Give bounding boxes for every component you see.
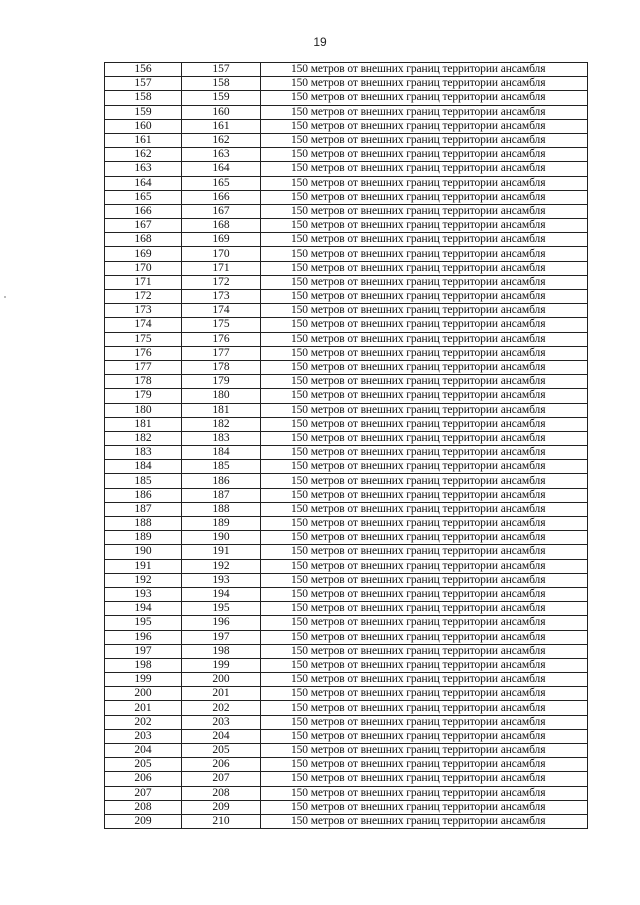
table-row: [105, 375, 588, 389]
point-from-cell: 179: [105, 389, 182, 403]
point-from-cell: 165: [105, 190, 182, 204]
distance-description-cell: 150 метров от внешних границ территории ансамбля: [261, 431, 588, 445]
distance-description-cell: 150 метров от внешних границ территории ансамбля: [261, 658, 588, 672]
distance-description-cell: 150 метров от внешних границ территории ансамбля: [261, 105, 588, 119]
point-to-cell: 194: [182, 587, 261, 601]
point-from-cell: 183: [105, 446, 182, 460]
distance-description-cell: 150 метров от внешних границ территории ансамбля: [261, 389, 588, 403]
table-row: [105, 204, 588, 218]
point-from-cell: 177: [105, 360, 182, 374]
point-to-cell: 201: [182, 687, 261, 701]
distance-description-cell: 150 метров от внешних границ территории ансамбля: [261, 346, 588, 360]
distance-description-cell: 150 метров от внешних границ территории ансамбля: [261, 403, 588, 417]
distance-description-cell: 150 метров от внешних границ территории ансамбля: [261, 318, 588, 332]
point-from-cell: 171: [105, 275, 182, 289]
distance-description-cell: 150 метров от внешних границ территории ансамбля: [261, 77, 588, 91]
table-row: [105, 800, 588, 814]
distance-description-cell: 150 метров от внешних границ территории ансамбля: [261, 729, 588, 743]
table-row: [105, 91, 588, 105]
table-row: [105, 389, 588, 403]
distance-description-cell: 150 метров от внешних границ территории ансамбля: [261, 772, 588, 786]
point-to-cell: 176: [182, 332, 261, 346]
point-to-cell: 206: [182, 758, 261, 772]
distance-description-cell: 150 метров от внешних границ территории ансамбля: [261, 644, 588, 658]
boundary-points-table: [104, 62, 588, 829]
table-row: [105, 190, 588, 204]
point-to-cell: 161: [182, 119, 261, 133]
distance-description-cell: 150 метров от внешних границ территории ансамбля: [261, 247, 588, 261]
point-to-cell: 169: [182, 233, 261, 247]
point-to-cell: 189: [182, 517, 261, 531]
table-row: [105, 616, 588, 630]
point-to-cell: 187: [182, 488, 261, 502]
table-row: [105, 431, 588, 445]
point-to-cell: 164: [182, 162, 261, 176]
table-row: [105, 814, 588, 828]
table-row: [105, 715, 588, 729]
distance-description-cell: 150 метров от внешних границ территории ансамбля: [261, 148, 588, 162]
point-to-cell: 193: [182, 573, 261, 587]
table-row: [105, 729, 588, 743]
distance-description-cell: 150 метров от внешних границ территории ансамбля: [261, 616, 588, 630]
distance-description-cell: 150 метров от внешних границ территории ансамбля: [261, 219, 588, 233]
point-to-cell: 204: [182, 729, 261, 743]
point-from-cell: 189: [105, 531, 182, 545]
distance-description-cell: 150 метров от внешних границ территории ансамбля: [261, 417, 588, 431]
distance-description-cell: 150 метров от внешних границ территории ансамбля: [261, 162, 588, 176]
table-row: [105, 417, 588, 431]
table-row: [105, 673, 588, 687]
point-from-cell: 156: [105, 63, 182, 77]
point-to-cell: 185: [182, 460, 261, 474]
point-from-cell: 157: [105, 77, 182, 91]
distance-description-cell: 150 метров от внешних границ территории ансамбля: [261, 715, 588, 729]
table-row: [105, 658, 588, 672]
point-to-cell: 173: [182, 290, 261, 304]
point-from-cell: 187: [105, 502, 182, 516]
table-row: [105, 247, 588, 261]
point-to-cell: 172: [182, 275, 261, 289]
point-to-cell: 196: [182, 616, 261, 630]
distance-description-cell: 150 метров от внешних границ территории ансамбля: [261, 460, 588, 474]
distance-description-cell: 150 метров от внешних границ территории ансамбля: [261, 275, 588, 289]
table-row: [105, 233, 588, 247]
point-from-cell: 198: [105, 658, 182, 672]
point-from-cell: 193: [105, 587, 182, 601]
point-to-cell: 166: [182, 190, 261, 204]
distance-description-cell: 150 метров от внешних границ территории ансамбля: [261, 744, 588, 758]
page-number: 19: [313, 35, 327, 49]
scan-speck: [4, 296, 6, 298]
point-to-cell: 177: [182, 346, 261, 360]
table-row: [105, 446, 588, 460]
point-from-cell: 195: [105, 616, 182, 630]
table-row: [105, 133, 588, 147]
point-from-cell: 170: [105, 261, 182, 275]
distance-description-cell: 150 метров от внешних границ территории ансамбля: [261, 304, 588, 318]
point-to-cell: 210: [182, 814, 261, 828]
table-row: [105, 105, 588, 119]
table-row: [105, 488, 588, 502]
point-from-cell: 208: [105, 800, 182, 814]
table-row: [105, 644, 588, 658]
point-from-cell: 201: [105, 701, 182, 715]
distance-description-cell: 150 метров от внешних границ территории ансамбля: [261, 63, 588, 77]
point-from-cell: 205: [105, 758, 182, 772]
point-from-cell: 172: [105, 290, 182, 304]
table-row: [105, 630, 588, 644]
point-to-cell: 160: [182, 105, 261, 119]
point-from-cell: 185: [105, 474, 182, 488]
point-from-cell: 168: [105, 233, 182, 247]
distance-description-cell: 150 метров от внешних границ территории ансамбля: [261, 446, 588, 460]
table-row: [105, 474, 588, 488]
table-row: [105, 531, 588, 545]
distance-description-cell: 150 метров от внешних границ территории ансамбля: [261, 190, 588, 204]
distance-description-cell: 150 метров от внешних границ территории ансамбля: [261, 559, 588, 573]
point-from-cell: 164: [105, 176, 182, 190]
point-to-cell: 162: [182, 133, 261, 147]
point-from-cell: 209: [105, 814, 182, 828]
distance-description-cell: 150 метров от внешних границ территории ансамбля: [261, 587, 588, 601]
table-row: [105, 687, 588, 701]
distance-description-cell: 150 метров от внешних границ территории ансамбля: [261, 91, 588, 105]
point-from-cell: 206: [105, 772, 182, 786]
distance-description-cell: 150 метров от внешних границ территории ансамбля: [261, 360, 588, 374]
distance-description-cell: 150 метров от внешних границ территории ансамбля: [261, 573, 588, 587]
point-to-cell: 197: [182, 630, 261, 644]
point-from-cell: 192: [105, 573, 182, 587]
distance-description-cell: 150 метров от внешних границ территории ансамбля: [261, 800, 588, 814]
point-to-cell: 209: [182, 800, 261, 814]
point-from-cell: 184: [105, 460, 182, 474]
point-to-cell: 195: [182, 602, 261, 616]
table-row: [105, 460, 588, 474]
point-to-cell: 203: [182, 715, 261, 729]
table-row: [105, 290, 588, 304]
distance-description-cell: 150 метров от внешних границ территории ансамбля: [261, 290, 588, 304]
table-row: [105, 786, 588, 800]
table-row: [105, 772, 588, 786]
table-row: [105, 403, 588, 417]
point-from-cell: 182: [105, 431, 182, 445]
point-to-cell: 184: [182, 446, 261, 460]
point-to-cell: 170: [182, 247, 261, 261]
distance-description-cell: 150 метров от внешних границ территории ансамбля: [261, 630, 588, 644]
point-from-cell: 188: [105, 517, 182, 531]
point-from-cell: 158: [105, 91, 182, 105]
table-row: [105, 63, 588, 77]
point-from-cell: 169: [105, 247, 182, 261]
table-row: [105, 219, 588, 233]
point-from-cell: 174: [105, 318, 182, 332]
point-from-cell: 191: [105, 559, 182, 573]
distance-description-cell: 150 метров от внешних границ территории ансамбля: [261, 701, 588, 715]
table-row: [105, 77, 588, 91]
point-to-cell: 186: [182, 474, 261, 488]
table-row: [105, 304, 588, 318]
distance-description-cell: 150 метров от внешних границ территории ансамбля: [261, 545, 588, 559]
point-from-cell: 207: [105, 786, 182, 800]
distance-description-cell: 150 метров от внешних границ территории ансамбля: [261, 204, 588, 218]
point-from-cell: 181: [105, 417, 182, 431]
point-to-cell: 175: [182, 318, 261, 332]
distance-description-cell: 150 метров от внешних границ территории ансамбля: [261, 502, 588, 516]
point-to-cell: 192: [182, 559, 261, 573]
point-from-cell: 167: [105, 219, 182, 233]
distance-description-cell: 150 метров от внешних границ территории ансамбля: [261, 332, 588, 346]
point-from-cell: 173: [105, 304, 182, 318]
point-to-cell: 199: [182, 658, 261, 672]
distance-description-cell: 150 метров от внешних границ территории ансамбля: [261, 133, 588, 147]
distance-description-cell: 150 метров от внешних границ территории ансамбля: [261, 233, 588, 247]
point-to-cell: 163: [182, 148, 261, 162]
table-row: [105, 332, 588, 346]
point-from-cell: 178: [105, 375, 182, 389]
point-from-cell: 197: [105, 644, 182, 658]
table-row: [105, 545, 588, 559]
point-to-cell: 188: [182, 502, 261, 516]
table-row: [105, 176, 588, 190]
point-from-cell: 175: [105, 332, 182, 346]
point-from-cell: 163: [105, 162, 182, 176]
table-row: [105, 517, 588, 531]
distance-description-cell: 150 метров от внешних границ территории ансамбля: [261, 375, 588, 389]
point-from-cell: 159: [105, 105, 182, 119]
point-from-cell: 176: [105, 346, 182, 360]
point-from-cell: 200: [105, 687, 182, 701]
distance-description-cell: 150 метров от внешних границ территории ансамбля: [261, 176, 588, 190]
distance-description-cell: 150 метров от внешних границ территории ансамбля: [261, 119, 588, 133]
point-to-cell: 208: [182, 786, 261, 800]
table-row: [105, 318, 588, 332]
distance-description-cell: 150 метров от внешних границ территории ансамбля: [261, 602, 588, 616]
distance-description-cell: 150 метров от внешних границ территории ансамбля: [261, 261, 588, 275]
distance-description-cell: 150 метров от внешних границ территории ансамбля: [261, 488, 588, 502]
point-to-cell: 165: [182, 176, 261, 190]
distance-description-cell: 150 метров от внешних границ территории ансамбля: [261, 531, 588, 545]
point-from-cell: 202: [105, 715, 182, 729]
point-to-cell: 190: [182, 531, 261, 545]
table-row: [105, 261, 588, 275]
point-to-cell: 167: [182, 204, 261, 218]
table-row: [105, 758, 588, 772]
distance-description-cell: 150 метров от внешних границ территории ансамбля: [261, 758, 588, 772]
point-to-cell: 191: [182, 545, 261, 559]
point-from-cell: 196: [105, 630, 182, 644]
point-to-cell: 158: [182, 77, 261, 91]
point-to-cell: 178: [182, 360, 261, 374]
point-to-cell: 182: [182, 417, 261, 431]
point-from-cell: 199: [105, 673, 182, 687]
point-to-cell: 168: [182, 219, 261, 233]
table-row: [105, 275, 588, 289]
table-row: [105, 346, 588, 360]
point-to-cell: 181: [182, 403, 261, 417]
table-row: [105, 587, 588, 601]
point-to-cell: 183: [182, 431, 261, 445]
point-from-cell: 203: [105, 729, 182, 743]
table-body: [105, 63, 588, 829]
point-from-cell: 204: [105, 744, 182, 758]
point-to-cell: 205: [182, 744, 261, 758]
table-row: [105, 502, 588, 516]
table-row: [105, 119, 588, 133]
distance-description-cell: 150 метров от внешних границ территории ансамбля: [261, 474, 588, 488]
point-from-cell: 162: [105, 148, 182, 162]
table-row: [105, 360, 588, 374]
table-row: [105, 701, 588, 715]
point-to-cell: 159: [182, 91, 261, 105]
distance-description-cell: 150 метров от внешних границ территории ансамбля: [261, 814, 588, 828]
point-from-cell: 194: [105, 602, 182, 616]
table-row: [105, 559, 588, 573]
point-to-cell: 202: [182, 701, 261, 715]
table-row: [105, 148, 588, 162]
point-from-cell: 180: [105, 403, 182, 417]
point-to-cell: 174: [182, 304, 261, 318]
table-row: [105, 573, 588, 587]
distance-description-cell: 150 метров от внешних границ территории ансамбля: [261, 517, 588, 531]
distance-description-cell: 150 метров от внешних границ территории ансамбля: [261, 673, 588, 687]
point-to-cell: 198: [182, 644, 261, 658]
distance-description-cell: 150 метров от внешних границ территории ансамбля: [261, 687, 588, 701]
point-to-cell: 171: [182, 261, 261, 275]
table-row: [105, 602, 588, 616]
point-to-cell: 179: [182, 375, 261, 389]
point-from-cell: 161: [105, 133, 182, 147]
point-to-cell: 180: [182, 389, 261, 403]
distance-description-cell: 150 метров от внешних границ территории ансамбля: [261, 786, 588, 800]
point-from-cell: 166: [105, 204, 182, 218]
point-from-cell: 190: [105, 545, 182, 559]
point-from-cell: 186: [105, 488, 182, 502]
table-row: [105, 162, 588, 176]
point-from-cell: 160: [105, 119, 182, 133]
point-to-cell: 200: [182, 673, 261, 687]
point-to-cell: 207: [182, 772, 261, 786]
table-row: [105, 744, 588, 758]
point-to-cell: 157: [182, 63, 261, 77]
